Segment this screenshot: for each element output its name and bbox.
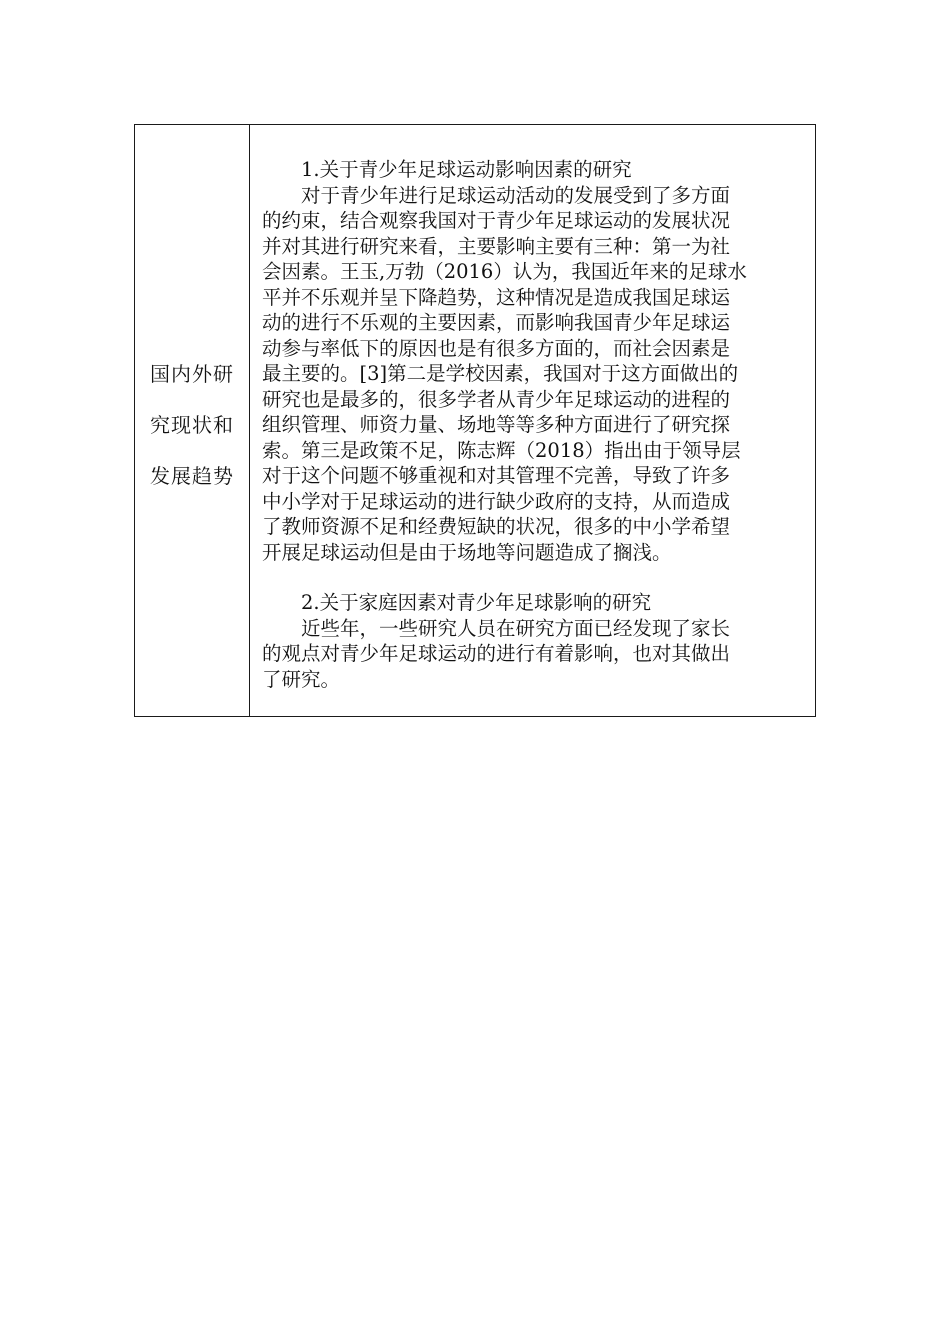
paragraph-line: 动参与率低下的原因也是有很多方面的，而社会因素是 — [262, 336, 731, 360]
paragraph-line: 最主要的。[3]第二是学校因素，我国对于这方面做出的 — [262, 362, 739, 385]
section-2-paragraph — [262, 616, 805, 693]
row-label-line: 究现状和 — [150, 413, 234, 437]
row-content-cell — [250, 125, 815, 716]
paragraph-line: 索。第三是政策不足，陈志辉（2018）指出由于领导层 — [262, 438, 741, 462]
paragraph-line: 中小学对于足球运动的进行缺少政府的支持，从而造成 — [262, 489, 731, 513]
section-1-heading: 1.关于青少年足球运动影响因素的研究 — [301, 158, 632, 181]
paragraph-line: 会因素。王玉,万勃（2016）认为，我国近年来的足球水 — [262, 260, 747, 283]
section-1-paragraph — [262, 183, 805, 566]
row-label-line: 国内外研 — [150, 362, 234, 386]
paragraph-line: 了教师资源不足和经费短缺的状况，很多的中小学希望 — [262, 515, 731, 538]
paragraph-line: 对于这个问题不够重视和对其管理不完善，导致了许多 — [262, 464, 731, 487]
section-2-heading: 2.关于家庭因素对青少年足球影响的研究 — [301, 591, 652, 614]
row-label-cell — [135, 125, 250, 716]
research-status-table — [134, 124, 816, 717]
paragraph-line: 组织管理、师资力量、场地等等多种方面进行了研究探 — [262, 413, 731, 436]
paragraph-line: 平并不乐观并呈下降趋势，这种情况是造成我国足球运 — [262, 285, 731, 309]
paragraph-line: 动的进行不乐观的主要因素，而影响我国青少年足球运 — [262, 311, 731, 334]
paragraph-line: 对于青少年进行足球运动活动的发展受到了多方面 — [301, 183, 731, 207]
paragraph-line: 的约束，结合观察我国对于青少年足球运动的发展状况 — [262, 209, 731, 232]
paragraph-line: 研究也是最多的，很多学者从青少年足球运动的进程的 — [262, 387, 731, 411]
paragraph-line: 并对其进行研究来看，主要影响主要有三种：第一为社 — [262, 234, 731, 258]
paragraph-line: 的观点对青少年足球运动的进行有着影响，也对其做出 — [262, 642, 731, 665]
paragraph-line: 开展足球运动但是由于场地等问题造成了搁浅。 — [262, 540, 672, 564]
row-label-line: 发展趋势 — [150, 464, 234, 488]
paragraph-line: 近些年，一些研究人员在研究方面已经发现了家长 — [301, 616, 731, 640]
section-gap — [262, 565, 805, 590]
paragraph-line: 了研究。 — [262, 667, 341, 691]
